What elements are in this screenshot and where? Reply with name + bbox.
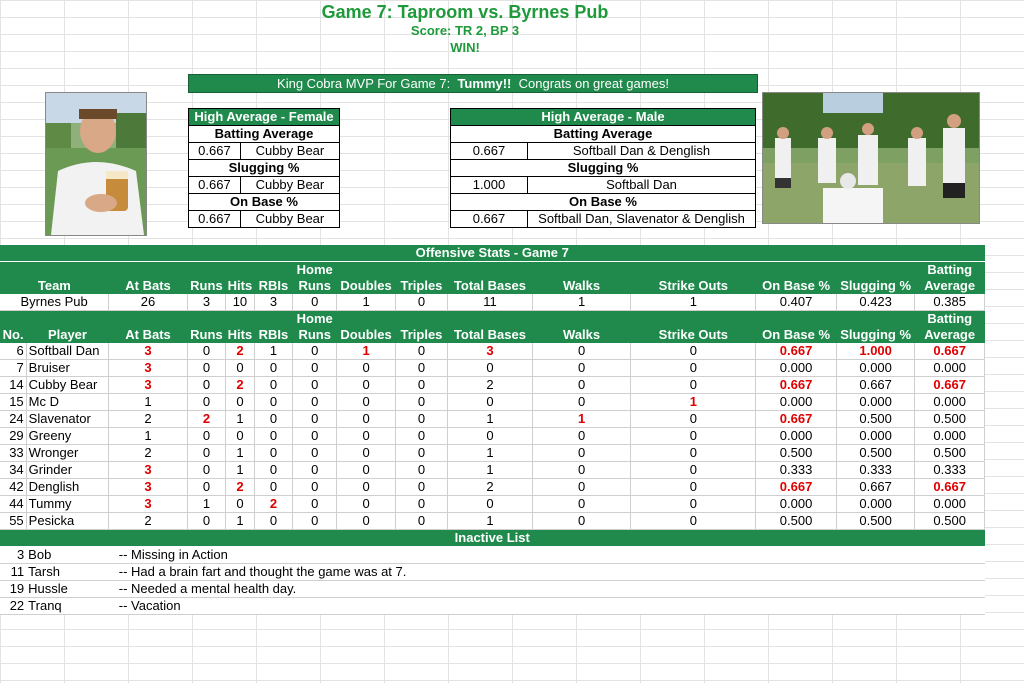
player-stat-t: 0 bbox=[395, 513, 447, 530]
player-stat-hr: 0 bbox=[293, 411, 337, 428]
male-slugging-value: 1.000 bbox=[451, 177, 528, 194]
player-stat-h: 1 bbox=[226, 462, 255, 479]
player-stat-h: 1 bbox=[226, 445, 255, 462]
female-title: High Average - Female bbox=[189, 109, 340, 126]
inactive-number: 19 bbox=[0, 581, 26, 598]
player-stat-ab: 1 bbox=[109, 428, 188, 445]
player-stat-hr: 0 bbox=[293, 360, 337, 377]
player-stat-tb: 0 bbox=[448, 394, 533, 411]
player-stat-so: 1 bbox=[631, 394, 756, 411]
male-onbase-label: On Base % bbox=[451, 194, 756, 211]
team-triples: 0 bbox=[395, 294, 447, 311]
player-stat-d: 0 bbox=[337, 411, 395, 428]
player-number: 55 bbox=[0, 513, 26, 530]
player-stat-so: 0 bbox=[631, 428, 756, 445]
player-stat-ab: 3 bbox=[109, 479, 188, 496]
player-stat-r: 2 bbox=[187, 411, 225, 428]
player-stat-w: 0 bbox=[532, 394, 631, 411]
male-batting-name: Softball Dan & Denglish bbox=[528, 143, 756, 160]
col-on-base: On Base % bbox=[756, 278, 837, 294]
player-stat-ab: 2 bbox=[109, 411, 188, 428]
team-hits: 10 bbox=[226, 294, 255, 311]
player-stat-tb: 2 bbox=[448, 479, 533, 496]
col-strike-outs: Strike Outs bbox=[631, 278, 756, 294]
mvp-prefix: King Cobra MVP For Game 7: bbox=[277, 76, 451, 91]
player-stat-ab: 2 bbox=[109, 513, 188, 530]
player-number: 14 bbox=[0, 377, 26, 394]
player-name: Grinder bbox=[26, 462, 109, 479]
player-stat-obp: 0.500 bbox=[756, 513, 837, 530]
player-stat-d: 0 bbox=[337, 360, 395, 377]
player-stat-w: 0 bbox=[532, 479, 631, 496]
female-onbase-name: Cubby Bear bbox=[240, 211, 339, 228]
player-stat-obp: 0.000 bbox=[756, 428, 837, 445]
player-stat-so: 0 bbox=[631, 343, 756, 360]
player-stat-ab: 3 bbox=[109, 360, 188, 377]
player-stat-tb: 0 bbox=[448, 496, 533, 513]
inactive-row bbox=[0, 547, 985, 564]
col-runs: Runs bbox=[187, 278, 225, 294]
player-stat-so: 0 bbox=[631, 462, 756, 479]
player-stat-slg: 0.000 bbox=[836, 394, 915, 411]
player-stat-obp: 0.667 bbox=[756, 377, 837, 394]
player-stat-hr: 0 bbox=[293, 462, 337, 479]
player-stat-h: 2 bbox=[226, 377, 255, 394]
player-stat-t: 0 bbox=[395, 343, 447, 360]
male-slugging-label: Slugging % bbox=[451, 160, 756, 177]
player-stat-rbi: 0 bbox=[254, 479, 292, 496]
player-stat-r: 0 bbox=[187, 462, 225, 479]
player-stat-avg: 0.667 bbox=[915, 479, 985, 496]
player-stat-r: 0 bbox=[187, 394, 225, 411]
player-stat-hr: 0 bbox=[293, 445, 337, 462]
team-photo bbox=[762, 92, 980, 224]
player-header-home-top: Home bbox=[293, 311, 337, 328]
player-stat-rbi: 0 bbox=[254, 377, 292, 394]
player-stat-avg: 0.667 bbox=[915, 343, 985, 360]
player-number: 6 bbox=[0, 343, 26, 360]
player-stat-slg: 0.333 bbox=[836, 462, 915, 479]
player-stat-t: 0 bbox=[395, 360, 447, 377]
inactive-name: Bob bbox=[26, 547, 109, 564]
table-row bbox=[0, 462, 985, 479]
player-stat-r: 0 bbox=[187, 343, 225, 360]
male-batting-value: 0.667 bbox=[451, 143, 528, 160]
player-stat-rbi: 0 bbox=[254, 445, 292, 462]
table-row bbox=[0, 496, 985, 513]
col-p-runs: Runs bbox=[187, 327, 225, 343]
inactive-number: 22 bbox=[0, 598, 26, 615]
inactive-name: Tranq bbox=[26, 598, 109, 615]
table-row bbox=[0, 343, 985, 360]
team-batting: 0.385 bbox=[915, 294, 985, 311]
table-row bbox=[0, 428, 985, 445]
mvp-photo bbox=[45, 92, 147, 236]
inactive-row bbox=[0, 564, 985, 581]
female-onbase-value: 0.667 bbox=[189, 211, 241, 228]
col-team: Team bbox=[0, 278, 109, 294]
player-stat-rbi: 0 bbox=[254, 428, 292, 445]
player-stat-obp: 0.667 bbox=[756, 479, 837, 496]
player-stat-so: 0 bbox=[631, 479, 756, 496]
player-stat-hr: 0 bbox=[293, 428, 337, 445]
player-stat-so: 0 bbox=[631, 513, 756, 530]
score-line: Score: TR 2, BP 3 bbox=[410, 23, 520, 38]
player-stat-rbi: 1 bbox=[254, 343, 292, 360]
player-stat-tb: 2 bbox=[448, 377, 533, 394]
player-stat-rbi: 0 bbox=[254, 394, 292, 411]
player-name: Slavenator bbox=[26, 411, 109, 428]
player-stat-rbi: 2 bbox=[254, 496, 292, 513]
player-name: Softball Dan bbox=[26, 343, 109, 360]
player-stat-tb: 0 bbox=[448, 428, 533, 445]
team-doubles: 1 bbox=[337, 294, 395, 311]
player-stat-r: 0 bbox=[187, 479, 225, 496]
player-stat-d: 0 bbox=[337, 394, 395, 411]
player-stat-slg: 0.500 bbox=[836, 445, 915, 462]
col-p-slugging: Slugging % bbox=[836, 327, 915, 343]
table-row bbox=[0, 513, 985, 530]
player-stat-r: 0 bbox=[187, 377, 225, 394]
table-row bbox=[0, 411, 985, 428]
team-header-batting-top: Batting bbox=[915, 262, 985, 279]
player-stat-w: 0 bbox=[532, 496, 631, 513]
offensive-stats-title: Offensive Stats - Game 7 bbox=[0, 245, 985, 262]
inactive-note: -- Missing in Action bbox=[109, 547, 985, 564]
player-stat-hr: 0 bbox=[293, 513, 337, 530]
inactive-number: 11 bbox=[0, 564, 26, 581]
col-p-hits: Hits bbox=[226, 327, 255, 343]
player-stat-w: 0 bbox=[532, 377, 631, 394]
female-slugging-name: Cubby Bear bbox=[240, 177, 339, 194]
player-stat-ab: 3 bbox=[109, 462, 188, 479]
player-stat-avg: 0.500 bbox=[915, 445, 985, 462]
player-stat-r: 0 bbox=[187, 360, 225, 377]
col-home-runs: Runs bbox=[293, 278, 337, 294]
inactive-row bbox=[0, 581, 985, 598]
player-number: 7 bbox=[0, 360, 26, 377]
col-total-bases: Total Bases bbox=[448, 278, 533, 294]
player-stat-slg: 0.667 bbox=[836, 479, 915, 496]
player-stat-slg: 1.000 bbox=[836, 343, 915, 360]
player-stat-so: 0 bbox=[631, 411, 756, 428]
player-stat-avg: 0.000 bbox=[915, 496, 985, 513]
player-stat-ab: 3 bbox=[109, 343, 188, 360]
player-stat-tb: 1 bbox=[448, 411, 533, 428]
mvp-banner bbox=[188, 74, 758, 93]
player-stat-d: 0 bbox=[337, 428, 395, 445]
col-triples: Triples bbox=[395, 278, 447, 294]
player-stat-w: 0 bbox=[532, 513, 631, 530]
col-p-batting: Average bbox=[915, 327, 985, 343]
team-walks: 1 bbox=[532, 294, 631, 311]
player-stat-ab: 3 bbox=[109, 496, 188, 513]
player-stat-t: 0 bbox=[395, 445, 447, 462]
player-stat-w: 0 bbox=[532, 360, 631, 377]
col-walks: Walks bbox=[532, 278, 631, 294]
col-batting: Average bbox=[915, 278, 985, 294]
player-stat-tb: 1 bbox=[448, 513, 533, 530]
player-stat-obp: 0.667 bbox=[756, 343, 837, 360]
player-stat-h: 0 bbox=[226, 394, 255, 411]
player-stat-r: 1 bbox=[187, 496, 225, 513]
player-stat-obp: 0.333 bbox=[756, 462, 837, 479]
player-stat-tb: 1 bbox=[448, 445, 533, 462]
player-stat-hr: 0 bbox=[293, 479, 337, 496]
player-stat-w: 0 bbox=[532, 343, 631, 360]
team-rbis: 3 bbox=[254, 294, 292, 311]
player-header-row bbox=[0, 327, 985, 343]
player-stat-tb: 0 bbox=[448, 360, 533, 377]
player-stat-slg: 0.500 bbox=[836, 411, 915, 428]
team-home-runs: 0 bbox=[293, 294, 337, 311]
player-stat-tb: 3 bbox=[448, 343, 533, 360]
male-onbase-value: 0.667 bbox=[451, 211, 528, 228]
player-stat-w: 0 bbox=[532, 462, 631, 479]
result-line: WIN! bbox=[450, 40, 480, 55]
player-name: Mc D bbox=[26, 394, 109, 411]
col-p-triples: Triples bbox=[395, 327, 447, 343]
inactive-name: Hussle bbox=[26, 581, 109, 598]
player-stat-t: 0 bbox=[395, 394, 447, 411]
player-header-batting-top: Batting bbox=[915, 311, 985, 328]
player-stat-d: 1 bbox=[337, 343, 395, 360]
player-rows bbox=[0, 343, 985, 530]
female-batting-value: 0.667 bbox=[189, 143, 241, 160]
player-stat-hr: 0 bbox=[293, 394, 337, 411]
team-total-bases: 11 bbox=[448, 294, 533, 311]
team-slugging: 0.423 bbox=[836, 294, 915, 311]
player-stat-w: 1 bbox=[532, 411, 631, 428]
player-stat-d: 0 bbox=[337, 377, 395, 394]
col-p-total-bases: Total Bases bbox=[448, 327, 533, 343]
inactive-name: Tarsh bbox=[26, 564, 109, 581]
player-number: 33 bbox=[0, 445, 26, 462]
player-stat-h: 1 bbox=[226, 513, 255, 530]
player-stat-avg: 0.500 bbox=[915, 411, 985, 428]
col-p-strike-outs: Strike Outs bbox=[631, 327, 756, 343]
team-on-base: 0.407 bbox=[756, 294, 837, 311]
col-p-walks: Walks bbox=[532, 327, 631, 343]
inactive-rows bbox=[0, 547, 985, 615]
player-stat-rbi: 0 bbox=[254, 462, 292, 479]
team-row bbox=[0, 294, 985, 311]
player-stat-ab: 3 bbox=[109, 377, 188, 394]
player-stat-h: 0 bbox=[226, 360, 255, 377]
player-stat-t: 0 bbox=[395, 479, 447, 496]
col-slugging: Slugging % bbox=[836, 278, 915, 294]
player-stat-avg: 0.667 bbox=[915, 377, 985, 394]
player-stat-avg: 0.000 bbox=[915, 428, 985, 445]
player-stat-t: 0 bbox=[395, 377, 447, 394]
player-stat-so: 0 bbox=[631, 445, 756, 462]
page-title: Game 7: Taproom vs. Byrnes Pub bbox=[321, 2, 609, 22]
player-stat-h: 0 bbox=[226, 496, 255, 513]
col-rbis: RBIs bbox=[254, 278, 292, 294]
player-stat-hr: 0 bbox=[293, 496, 337, 513]
team-header-row bbox=[0, 278, 985, 294]
player-stat-r: 0 bbox=[187, 513, 225, 530]
female-slugging-label: Slugging % bbox=[189, 160, 340, 177]
table-row bbox=[0, 479, 985, 496]
player-stat-t: 0 bbox=[395, 462, 447, 479]
inactive-note: -- Needed a mental health day. bbox=[109, 581, 985, 598]
player-stat-d: 0 bbox=[337, 479, 395, 496]
player-number: 44 bbox=[0, 496, 26, 513]
player-stat-h: 0 bbox=[226, 428, 255, 445]
female-batting-label: Batting Average bbox=[189, 126, 340, 143]
player-name: Wronger bbox=[26, 445, 109, 462]
team-runs: 3 bbox=[187, 294, 225, 311]
player-stat-avg: 0.333 bbox=[915, 462, 985, 479]
player-stat-obp: 0.500 bbox=[756, 445, 837, 462]
inactive-title: Inactive List bbox=[0, 530, 985, 547]
player-stat-tb: 1 bbox=[448, 462, 533, 479]
player-name: Greeny bbox=[26, 428, 109, 445]
player-name: Tummy bbox=[26, 496, 109, 513]
player-stat-obp: 0.000 bbox=[756, 394, 837, 411]
team-name: Byrnes Pub bbox=[0, 294, 109, 311]
team-header-home-top: Home bbox=[293, 262, 337, 279]
player-number: 24 bbox=[0, 411, 26, 428]
player-stat-r: 0 bbox=[187, 445, 225, 462]
player-name: Pesicka bbox=[26, 513, 109, 530]
player-stat-rbi: 0 bbox=[254, 513, 292, 530]
female-slugging-value: 0.667 bbox=[189, 177, 241, 194]
player-stat-slg: 0.500 bbox=[836, 513, 915, 530]
player-stat-h: 2 bbox=[226, 479, 255, 496]
col-p-rbis: RBIs bbox=[254, 327, 292, 343]
player-number: 15 bbox=[0, 394, 26, 411]
mvp-suffix: Congrats on great games! bbox=[518, 76, 669, 91]
player-stat-hr: 0 bbox=[293, 377, 337, 394]
col-p-on-base: On Base % bbox=[756, 327, 837, 343]
player-stat-so: 0 bbox=[631, 360, 756, 377]
male-title: High Average - Male bbox=[451, 109, 756, 126]
male-high-average bbox=[450, 108, 756, 228]
offensive-stats-table bbox=[0, 245, 985, 615]
female-onbase-label: On Base % bbox=[189, 194, 340, 211]
col-p-home-runs: Runs bbox=[293, 327, 337, 343]
player-stat-r: 0 bbox=[187, 428, 225, 445]
team-strike-outs: 1 bbox=[631, 294, 756, 311]
player-stat-hr: 0 bbox=[293, 343, 337, 360]
player-stat-h: 2 bbox=[226, 343, 255, 360]
male-onbase-name: Softball Dan, Slavenator & Denglish bbox=[528, 211, 756, 228]
player-name: Bruiser bbox=[26, 360, 109, 377]
inactive-note: -- Had a brain fart and thought the game was at 7. bbox=[109, 564, 985, 581]
player-stat-so: 0 bbox=[631, 377, 756, 394]
player-name: Denglish bbox=[26, 479, 109, 496]
player-stat-w: 0 bbox=[532, 428, 631, 445]
player-stat-ab: 2 bbox=[109, 445, 188, 462]
female-batting-name: Cubby Bear bbox=[240, 143, 339, 160]
player-stat-t: 0 bbox=[395, 496, 447, 513]
mvp-name: Tummy!! bbox=[457, 76, 512, 91]
player-stat-so: 0 bbox=[631, 496, 756, 513]
player-stat-t: 0 bbox=[395, 428, 447, 445]
player-stat-d: 0 bbox=[337, 496, 395, 513]
player-stat-h: 1 bbox=[226, 411, 255, 428]
player-stat-obp: 0.000 bbox=[756, 496, 837, 513]
player-stat-t: 0 bbox=[395, 411, 447, 428]
player-stat-slg: 0.667 bbox=[836, 377, 915, 394]
inactive-row bbox=[0, 598, 985, 615]
player-number: 42 bbox=[0, 479, 26, 496]
player-stat-ab: 1 bbox=[109, 394, 188, 411]
player-stat-obp: 0.667 bbox=[756, 411, 837, 428]
col-p-doubles: Doubles bbox=[337, 327, 395, 343]
table-row bbox=[0, 394, 985, 411]
player-stat-rbi: 0 bbox=[254, 360, 292, 377]
player-stat-slg: 0.000 bbox=[836, 496, 915, 513]
col-at-bats: At Bats bbox=[109, 278, 188, 294]
player-stat-avg: 0.000 bbox=[915, 394, 985, 411]
player-stat-d: 0 bbox=[337, 513, 395, 530]
col-doubles: Doubles bbox=[337, 278, 395, 294]
player-stat-w: 0 bbox=[532, 445, 631, 462]
player-stat-avg: 0.500 bbox=[915, 513, 985, 530]
player-number: 34 bbox=[0, 462, 26, 479]
male-slugging-name: Softball Dan bbox=[528, 177, 756, 194]
player-number: 29 bbox=[0, 428, 26, 445]
table-row bbox=[0, 445, 985, 462]
table-row bbox=[0, 360, 985, 377]
inactive-number: 3 bbox=[0, 547, 26, 564]
player-stat-obp: 0.000 bbox=[756, 360, 837, 377]
player-stat-d: 0 bbox=[337, 445, 395, 462]
col-player: Player bbox=[26, 327, 109, 343]
female-high-average bbox=[188, 108, 340, 228]
table-row bbox=[0, 377, 985, 394]
col-no: No. bbox=[0, 327, 26, 343]
player-stat-slg: 0.000 bbox=[836, 428, 915, 445]
player-stat-d: 0 bbox=[337, 462, 395, 479]
col-hits: Hits bbox=[226, 278, 255, 294]
player-stat-slg: 0.000 bbox=[836, 360, 915, 377]
male-batting-label: Batting Average bbox=[451, 126, 756, 143]
inactive-note: -- Vacation bbox=[109, 598, 985, 615]
player-name: Cubby Bear bbox=[26, 377, 109, 394]
player-stat-avg: 0.000 bbox=[915, 360, 985, 377]
col-p-at-bats: At Bats bbox=[109, 327, 188, 343]
team-at-bats: 26 bbox=[109, 294, 188, 311]
player-stat-rbi: 0 bbox=[254, 411, 292, 428]
